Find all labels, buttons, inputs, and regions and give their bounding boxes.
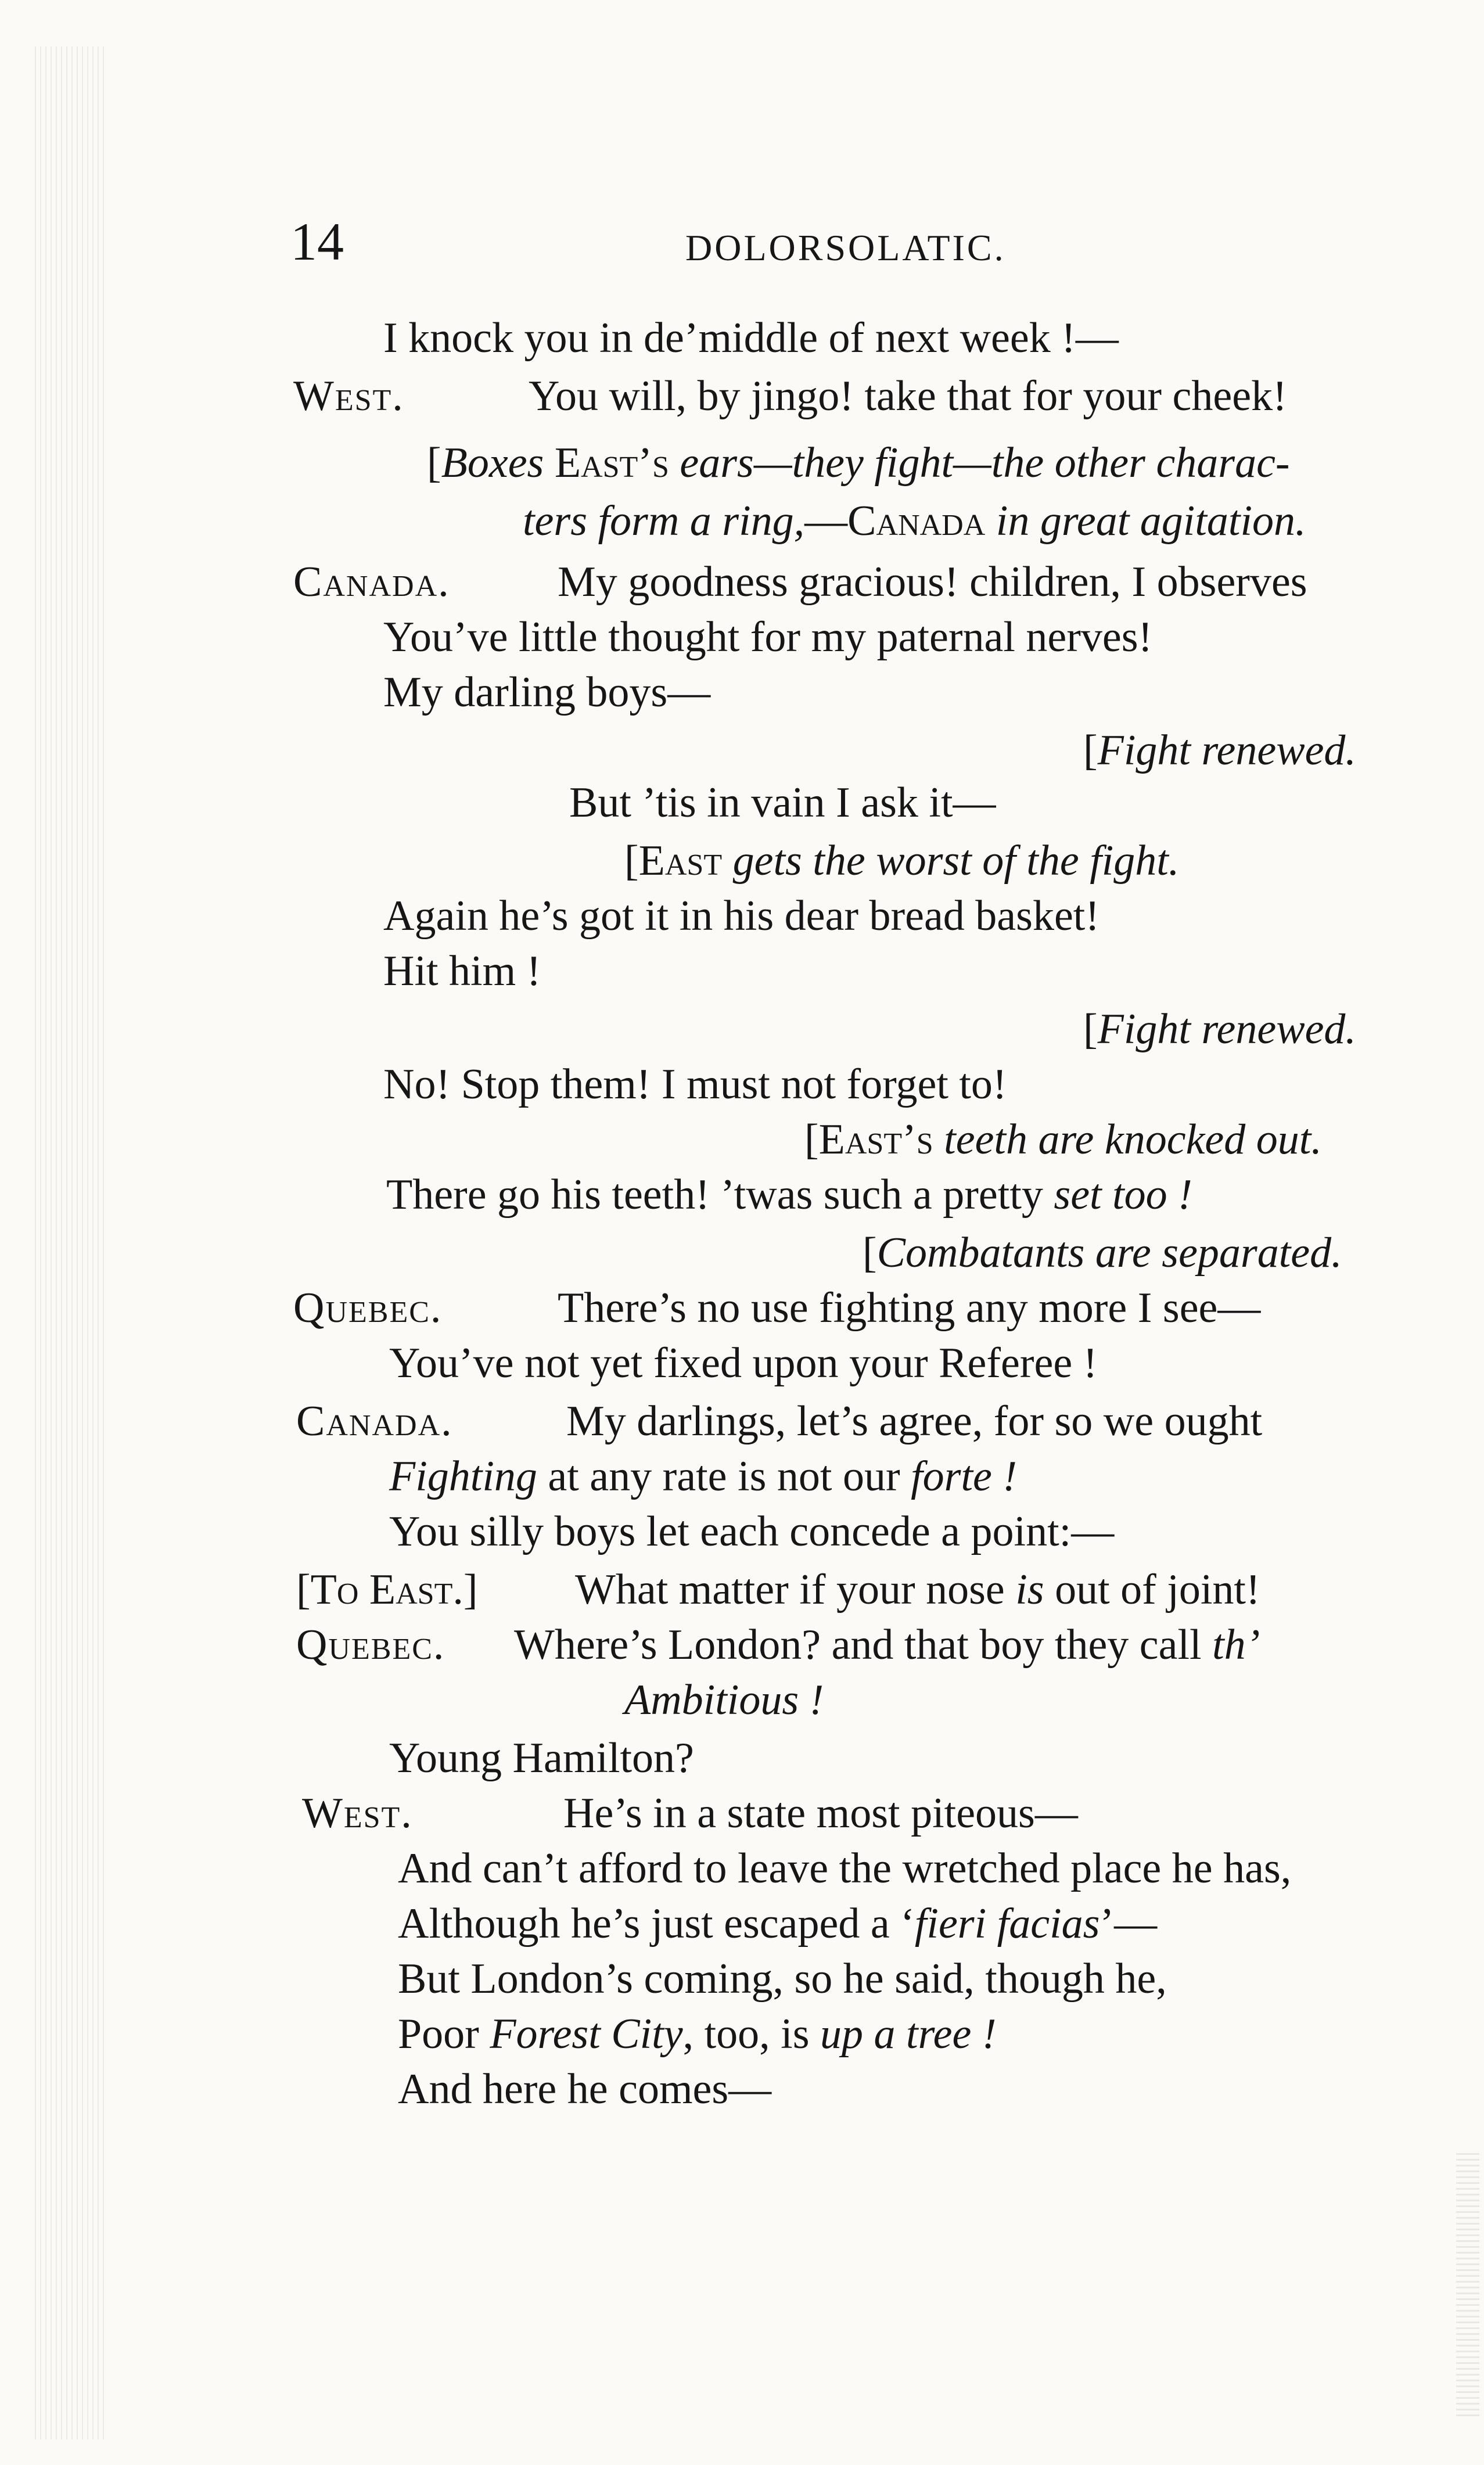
running-head: DOLORSOLATIC. <box>685 227 1006 268</box>
bracket: [ <box>1083 1005 1098 1053</box>
italic-text: set too ! <box>1054 1171 1192 1219</box>
italic-text: in great agitation. <box>996 497 1306 545</box>
line-text: Again he’s got it in his dear bread basket! <box>383 892 1099 940</box>
speaker-name: [To East.] <box>296 1566 478 1614</box>
verse-line <box>389 1734 694 1782</box>
italic-text: Boxes <box>441 439 544 487</box>
line-text: You will, by jingo! take that for your cheek! <box>529 372 1287 420</box>
line-text: He’s in a state most piteous— <box>563 1790 1078 1837</box>
bracket: [ <box>427 439 441 487</box>
line-text: —Canada <box>804 497 996 545</box>
italic-text: Forest City <box>490 2010 683 2058</box>
verse-line <box>398 2010 997 2058</box>
line-text: ’— <box>1099 1900 1158 1947</box>
italic-text: teeth are knocked out. <box>944 1116 1322 1163</box>
line-text: My goodness gracious! children, I observes <box>558 558 1307 606</box>
page-number: 14 <box>290 212 344 271</box>
line-text: You’ve little thought for my paternal nerves! <box>383 613 1153 661</box>
speaker-name: West. <box>302 1790 413 1837</box>
speech-line <box>293 1284 1261 1332</box>
line-text: And can’t afford to leave the wretched place he has, <box>398 1845 1292 1892</box>
line-text: And here he comes— <box>398 2065 772 2113</box>
italic-text: Fighting <box>389 1453 537 1500</box>
italic-text: Fight renewed. <box>1097 1005 1356 1053</box>
bracket: [ <box>804 1116 819 1163</box>
speech-line <box>293 558 1307 606</box>
line-text: Hit him ! <box>383 947 541 995</box>
line-text: But ’tis in vain I ask it— <box>569 779 996 827</box>
speaker-name: West. <box>293 372 404 420</box>
line-text: Where’s London? and that boy they call <box>514 1621 1213 1669</box>
verse-line <box>389 1510 1114 1553</box>
line-text: at any rate is not our <box>537 1453 911 1500</box>
line-text: No! Stop them! I must not forget to! <box>383 1061 1007 1108</box>
italic-text: up a tree ! <box>820 2010 997 2058</box>
stage-direction <box>1083 729 1356 772</box>
stage-direction <box>427 439 1290 487</box>
speaker-name: Canada. <box>293 558 450 606</box>
verse-line <box>398 1955 1167 2003</box>
bracket: [ <box>624 837 639 885</box>
italic-text: ters form a ring, <box>523 497 805 545</box>
speech-line <box>302 1792 1078 1835</box>
verse-line <box>383 314 1119 362</box>
verse-line <box>398 1902 1157 1945</box>
verse-line <box>383 613 1153 661</box>
line-text: But London’s coming, so he said, though he, <box>398 1955 1167 2003</box>
italic-text: forte ! <box>911 1453 1017 1500</box>
speech-line <box>293 372 1287 420</box>
verse-line <box>383 671 710 714</box>
speech-line <box>296 1621 1260 1669</box>
speaker-name: Quebec. <box>296 1621 445 1669</box>
scan-edge-noise <box>1456 2149 1479 2416</box>
italic-text: Combatants are separated. <box>876 1229 1342 1277</box>
verse-line <box>569 779 996 827</box>
bracket: [ <box>1083 727 1098 774</box>
italic-text: Ambitious ! <box>624 1676 824 1724</box>
line-text: My darlings, let’s agree, for so we ought <box>566 1397 1263 1445</box>
verse-line <box>398 2065 772 2113</box>
italic-text: th’ <box>1212 1621 1260 1669</box>
line-text: , too, is <box>682 2010 821 2058</box>
line-text: I knock you in de’middle of next week !— <box>383 314 1119 362</box>
verse-line <box>383 1063 1007 1106</box>
line-text: East’s <box>818 1116 944 1163</box>
line-text: Although he’s just escaped a ‘ <box>398 1900 915 1947</box>
line-text: Young Hamilton? <box>389 1734 694 1782</box>
line-text: You silly boys let each concede a point:— <box>389 1508 1115 1555</box>
verse-line <box>383 947 541 995</box>
stage-direction <box>523 497 1306 545</box>
stage-direction <box>1083 1005 1356 1053</box>
italic-text: fieri facias <box>914 1900 1100 1947</box>
line-text: Poor <box>398 2010 490 2058</box>
italic-text: Fight renewed. <box>1097 727 1356 774</box>
bracket: [ <box>863 1229 877 1277</box>
verse-line <box>389 1455 1017 1498</box>
verse-line <box>398 1847 1291 1890</box>
line-text: You’ve not yet fixed upon your Referee ! <box>389 1339 1098 1387</box>
line-text: What matter if your nose <box>575 1566 1016 1614</box>
speaker-name: Canada. <box>296 1397 453 1445</box>
speaker-name: Quebec. <box>293 1284 443 1332</box>
line-text: My darling boys— <box>383 669 711 716</box>
line-text: There’s no use fighting any more I see— <box>558 1284 1261 1332</box>
verse-line <box>383 892 1099 940</box>
italic-text: gets the worst of the fight. <box>732 837 1180 885</box>
italic-text: ears—they fight—the other charac- <box>680 439 1290 487</box>
speech-line <box>296 1397 1263 1445</box>
line-text: out of joint! <box>1044 1566 1260 1614</box>
line-text: East <box>638 837 733 885</box>
scan-gutter-shadow <box>35 46 105 2439</box>
verse-line <box>386 1171 1192 1219</box>
verse-line <box>624 1676 824 1724</box>
stage-direction <box>863 1229 1342 1277</box>
line-text: There go his teeth! ’twas such a pretty <box>386 1171 1054 1219</box>
stage-direction <box>804 1118 1322 1161</box>
stage-direction <box>624 837 1180 885</box>
line-text: East’s <box>544 439 680 487</box>
italic-text: is <box>1015 1566 1044 1614</box>
speech-line <box>296 1566 1260 1614</box>
verse-line <box>389 1339 1098 1387</box>
